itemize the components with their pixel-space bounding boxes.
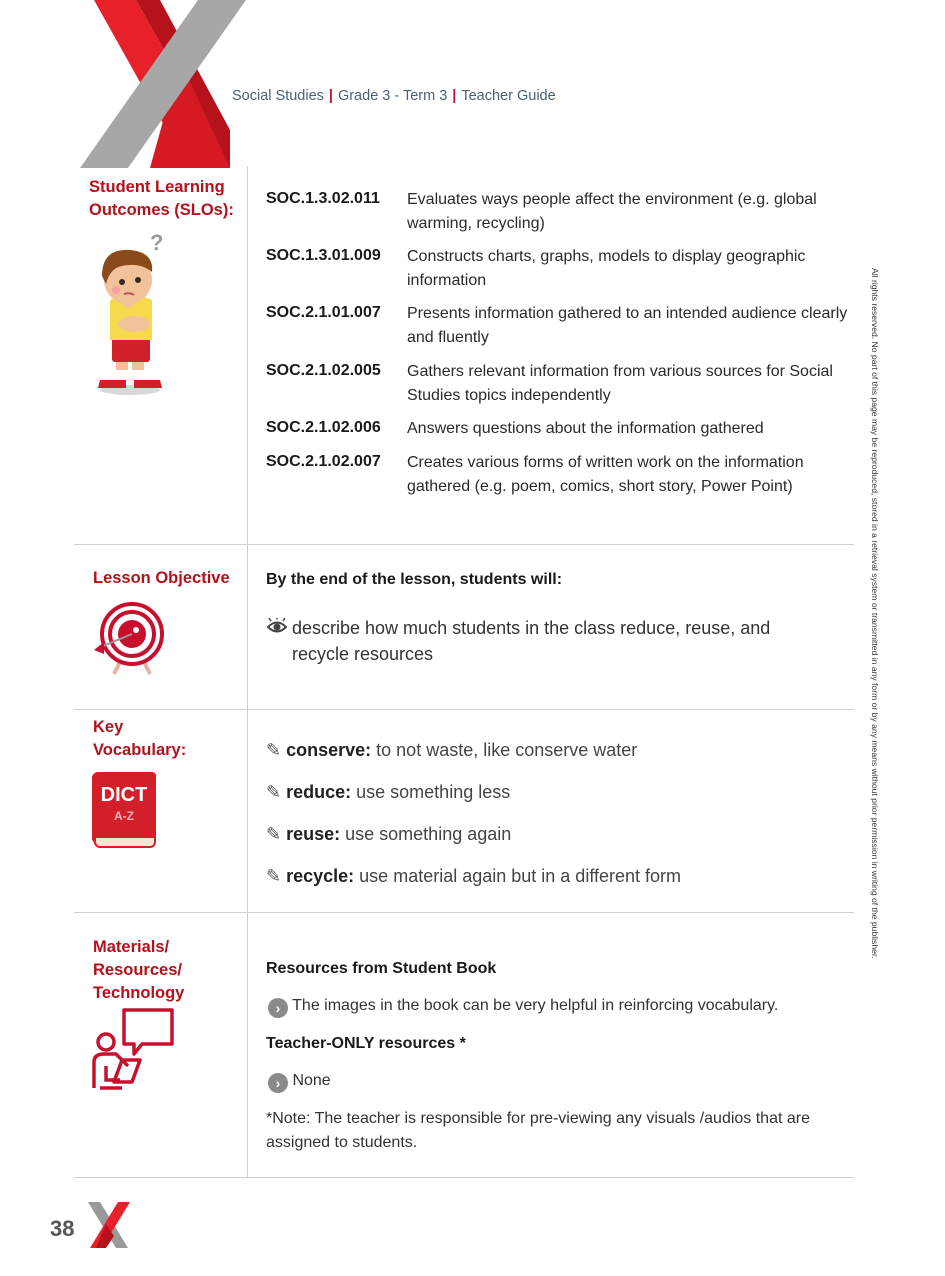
slo-item: SOC.2.1.01.007 Presents information gathered to an intended audience clearly and fluently (266, 304, 848, 346)
publisher-logo (80, 0, 250, 168)
pencil-icon: ✎ (266, 740, 282, 760)
vocabulary-item: ✎ recycle: use material again but in a different form (266, 866, 682, 886)
chevron-right-icon: › (268, 1073, 288, 1093)
row-divider (74, 544, 854, 545)
header-subject: Social Studies (232, 88, 324, 104)
chevron-right-icon: › (268, 998, 288, 1018)
header-guide: Teacher Guide (461, 88, 556, 104)
svg-text:?: ? (150, 230, 164, 255)
vocabulary-item: ✎ reuse: use something again (266, 824, 512, 844)
pencil-icon: ✎ (266, 866, 282, 886)
student-book-item: › The images in the book can be very helpful in reinforcing vocabulary. (268, 994, 848, 1018)
slo-item: SOC.2.1.02.007 Creates various forms of written work on the information gathered (e.g. poem, comics, short story, Power Point) (266, 453, 804, 495)
page-header: Social Studies | Grade 3 - Term 3 | Teacher Guide (232, 88, 556, 104)
dictionary-icon (92, 772, 158, 850)
vocabulary-label: Key Vocabulary: (93, 718, 187, 759)
materials-note: *Note: The teacher is responsible for pre-viewing any visuals /audios that are assigned to students. (266, 1110, 810, 1151)
vocabulary-item: ✎ conserve: to not waste, like conserve water (266, 740, 638, 760)
slo-item: SOC.1.3.01.009 Constructs charts, graphs, models to display geographic information (266, 247, 806, 289)
objective-item: describe how much students in the class reduce, reuse, and recycle resources (292, 618, 771, 664)
teacher-resources-item: › None (268, 1069, 331, 1093)
slo-item: SOC.2.1.02.005 Gathers relevant information from various sources for Social Studies topics independently (266, 362, 833, 404)
dictionary-icon-title: DICT (100, 784, 148, 806)
eye-icon (267, 618, 287, 636)
teacher-computer-icon (92, 1006, 176, 1090)
slo-label: Student Learning Outcomes (SLOs): (89, 178, 234, 219)
materials-label: Materials/ Resources/ Technology (93, 938, 185, 1002)
vocabulary-list (266, 738, 681, 906)
target-icon (92, 600, 172, 676)
teacher-resources-heading: Teacher-ONLY resources * (266, 1035, 466, 1052)
page-number: 38 (50, 1216, 75, 1241)
copyright-note: All rights reserved. No part of this page may be reproduced, stored in a retrieval system or transmitted in any form or by any means without prior permission in writing of the publisher. (870, 268, 880, 959)
column-divider (247, 166, 248, 1178)
dictionary-icon-sub: A-Z (114, 809, 134, 823)
slo-item: SOC.2.1.02.006 Answers questions about the information gathered (266, 419, 764, 437)
objective-label: Lesson Objective (93, 569, 230, 587)
objective-intro: By the end of the lesson, students will: (266, 571, 563, 588)
row-divider (74, 709, 854, 710)
vocabulary-item: ✎ reduce: use something less (266, 782, 511, 802)
slo-item: SOC.1.3.02.011 Evaluates ways people affect the environment (e.g. global warming, recycling) (266, 190, 817, 232)
publisher-logo-small (86, 1202, 130, 1248)
student-book-heading: Resources from Student Book (266, 960, 497, 977)
pencil-icon: ✎ (266, 782, 282, 802)
pencil-icon: ✎ (266, 824, 282, 844)
row-divider (74, 912, 854, 913)
thinking-boy-icon (88, 228, 170, 398)
header-grade-term: Grade 3 - Term 3 (337, 88, 448, 104)
slo-list (266, 188, 856, 508)
row-divider (74, 1177, 854, 1178)
